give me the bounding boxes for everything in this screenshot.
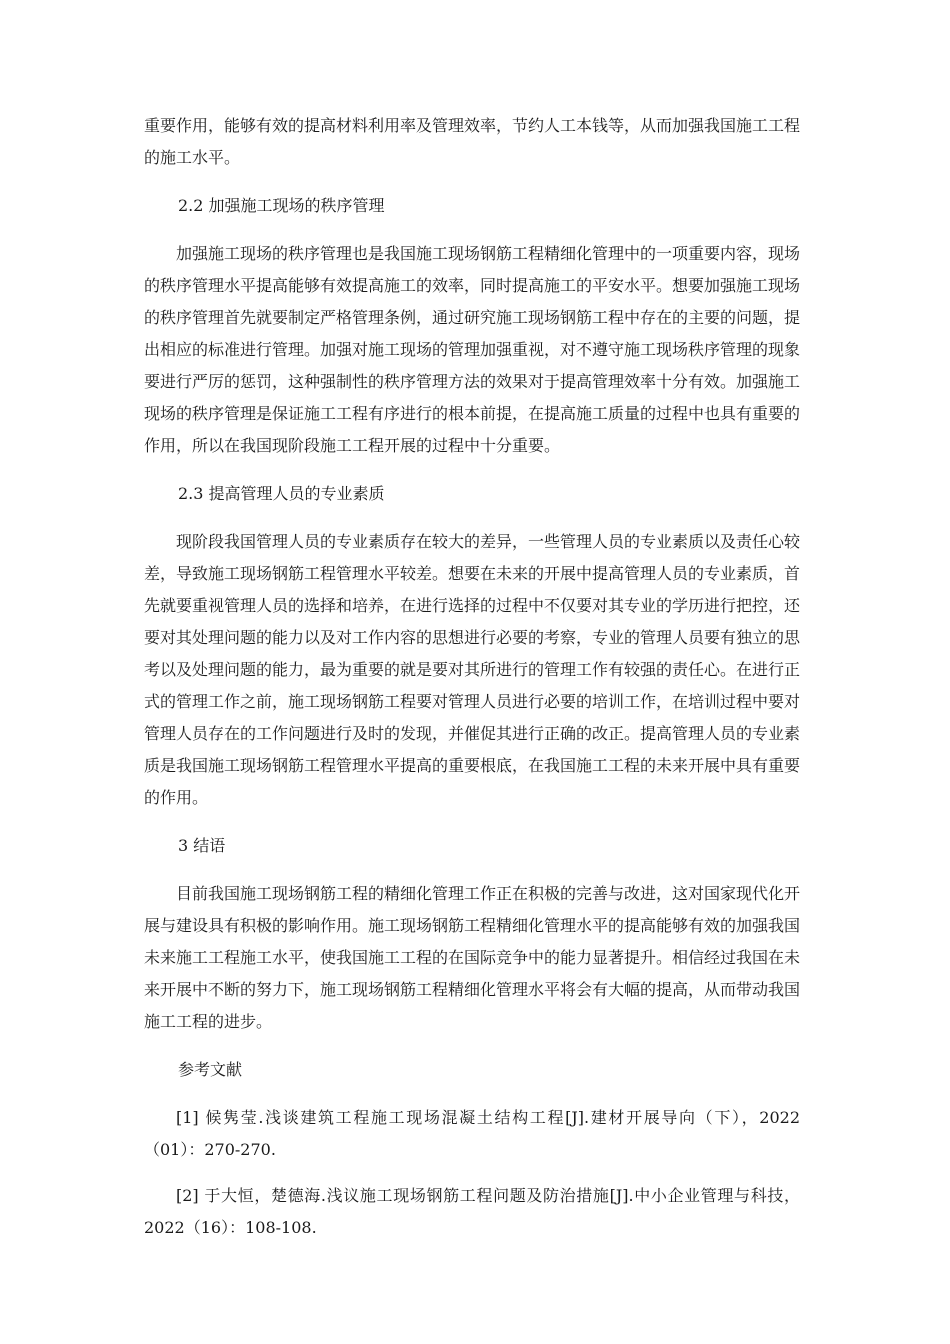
- paragraph-2-2: 加强施工现场的秩序管理也是我国施工现场钢筋工程精细化管理中的一项重要内容，现场的秩序管理水平提高能够有效提高施工的效率，同时提高施工的平安水平。想要加强施工现场的秩序管理首先就要制定严格管理条例，通过研究施工现场钢筋工程中存在的主要的问题，提出相应的标准进行管理。加强对施工现场的管理加强重视，对不遵守施工现场秩序管理的现象要进行严厉的惩罚，这种强制性的秩序管理方法的效果对于提高管理效率十分有效。加强施工现场的秩序管理是保证施工工程有序进行的根本前提，在提高施工质量的过程中也具有重要的作用，所以在我国现阶段施工工程开展的过程中十分重要。: [144, 244, 801, 455]
- paragraph-3: 目前我国施工现场钢筋工程的精细化管理工作正在积极的完善与改进，这对国家现代化开展与建设具有积极的影响作用。施工现场钢筋工程精细化管理水平的提高能够有效的加强我国未来施工工程施工水平，使我国施工工程的在国际竞争中的能力显著提升。相信经过我国在未来开展中不断的努力下，施工现场钢筋工程精细化管理水平将会有大幅的提高，从而带动我国施工工程的进步。: [144, 884, 801, 1031]
- reference-item-1: [1] 候隽莹.浅谈建筑工程施工现场混凝土结构工程[J].建材开展导向（下），2022（01）：270-270.: [144, 1108, 800, 1159]
- section-heading-2-3: 2.3 提高管理人员的专业素质: [178, 484, 385, 503]
- references-heading: 参考文献: [178, 1060, 243, 1079]
- paragraph-2-3: 现阶段我国管理人员的专业素质存在较大的差异，一些管理人员的专业素质以及责任心较差，导致施工现场钢筋工程管理水平较差。想要在未来的开展中提高管理人员的专业素质，首先就要重视管理人员的选择和培养，在进行选择的过程中不仅要对其专业的学历进行把控，还要对其处理问题的能力以及对工作内容的思想进行必要的考察，专业的管理人员要有独立的思考以及处理问题的能力，最为重要的就是要对其所进行的管理工作有较强的责任心。在进行正式的管理工作之前，施工现场钢筋工程要对管理人员进行必要的培训工作，在培训过程中要对管理人员存在的工作问题进行及时的发现，并催促其进行正确的改正。提高管理人员的专业素质是我国施工现场钢筋工程管理水平提高的重要根底，在我国施工工程的未来开展中具有重要的作用。: [144, 532, 801, 807]
- paragraph-intro-continuation: 重要作用，能够有效的提高材料利用率及管理效率，节约人工本钱等，从而加强我国施工工程的施工水平。: [144, 116, 801, 167]
- section-heading-3: 3 结语: [178, 836, 226, 855]
- document-page: [144, 110, 800, 1258]
- reference-item-2: [2] 于大恒，楚德海.浅议施工现场钢筋工程问题及防治措施[J].中小企业管理与科技，2022（16）：108-108.: [144, 1186, 800, 1237]
- section-heading-2-2: 2.2 加强施工现场的秩序管理: [178, 196, 385, 215]
